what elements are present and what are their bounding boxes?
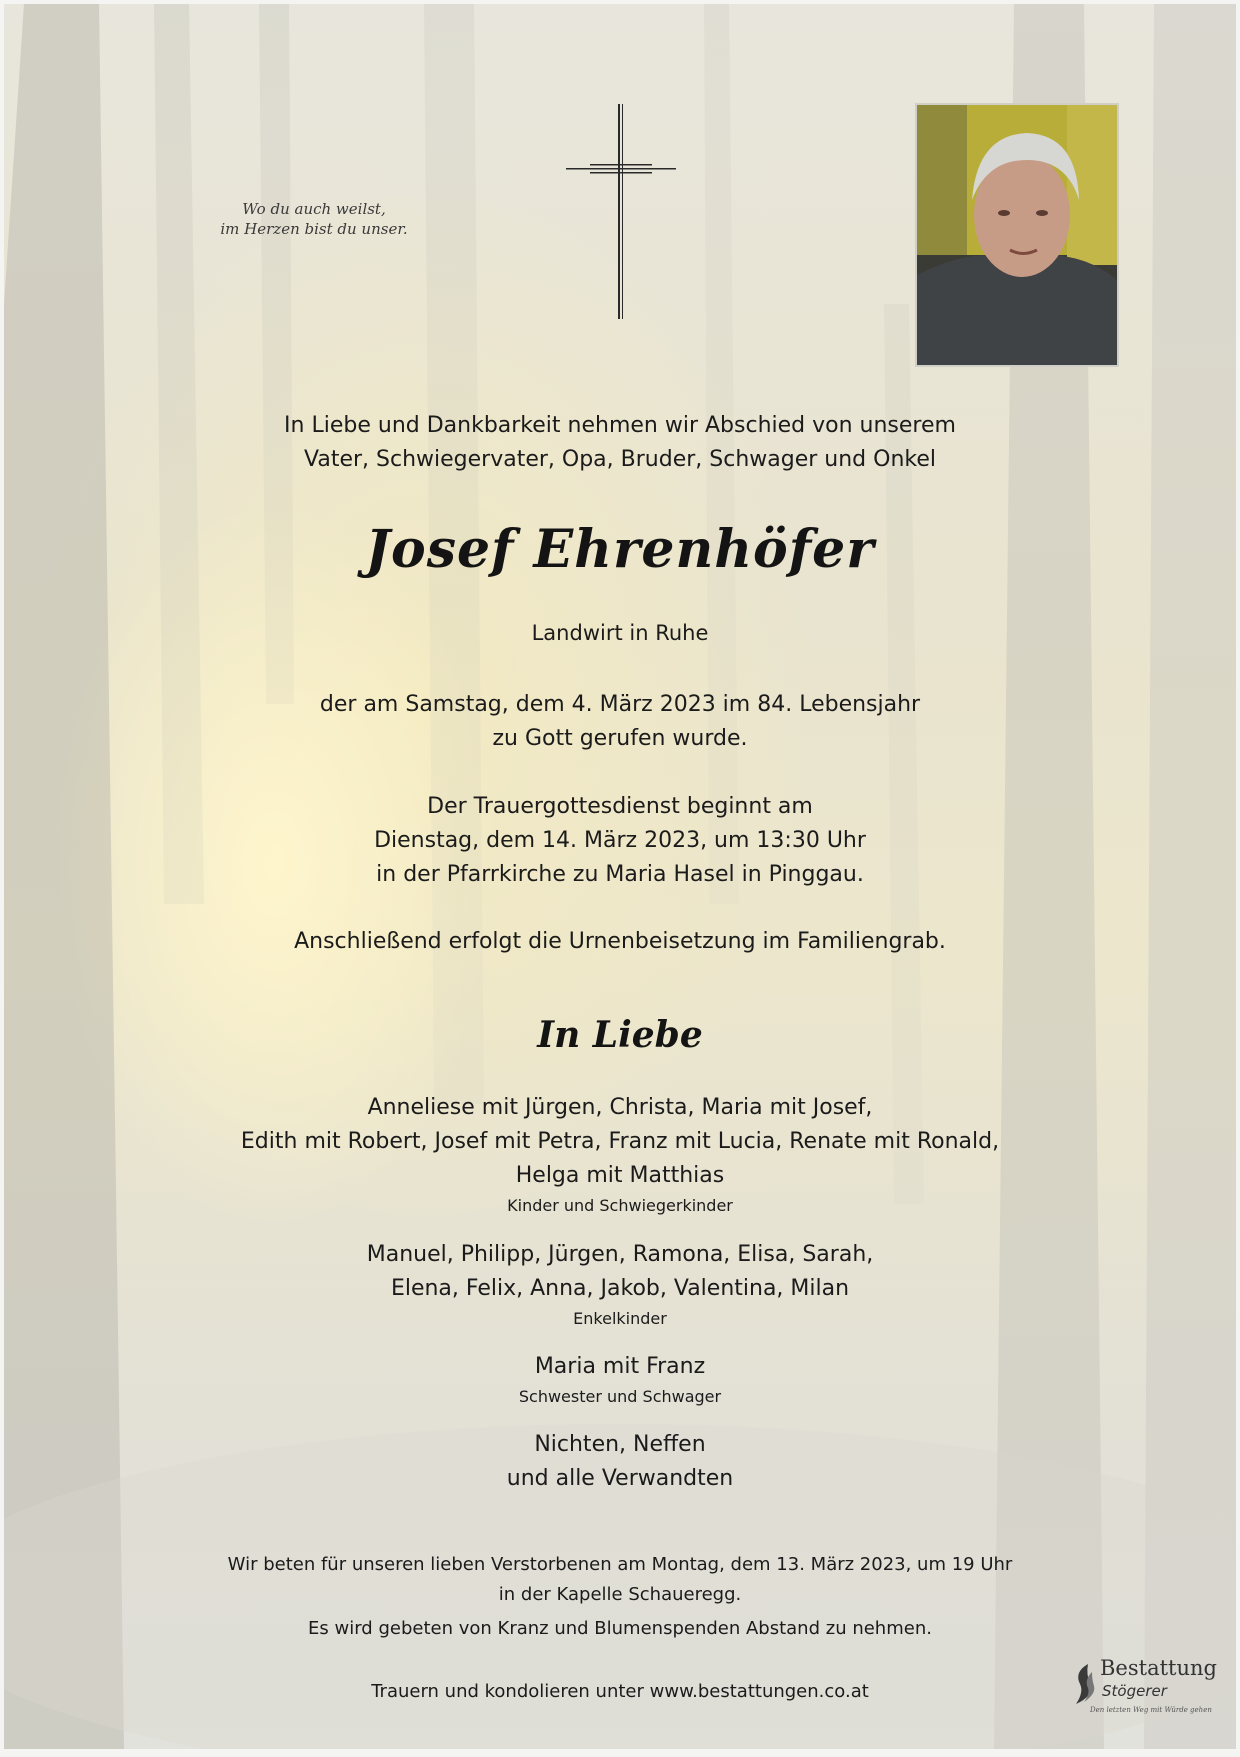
logo-title: Bestattung <box>1100 1656 1217 1680</box>
prayer-notice <box>4 1550 1236 1610</box>
cross-icon <box>566 104 676 319</box>
deceased-occupation: Landwirt in Ruhe <box>531 621 709 645</box>
others-line-2: und alle Verwandten <box>506 1466 734 1491</box>
condolence-link: Trauern und kondolieren unter www.bestattungen.co.at <box>371 1681 869 1702</box>
death-notice <box>4 688 1236 756</box>
funeral-home-logo <box>1072 1656 1220 1722</box>
children-line-1: Anneliese mit Jürgen, Christa, Maria mit Josef, <box>367 1095 873 1120</box>
quote-line-2: im Herzen bist du unser. <box>220 220 408 238</box>
sibling-role: Schwester und Schwager <box>518 1387 722 1406</box>
children-role: Kinder und Schwiegerkinder <box>507 1196 733 1215</box>
memorial-quote <box>194 199 434 239</box>
mourners-sibling <box>4 1350 1236 1408</box>
mourners-heading: In Liebe <box>537 1014 703 1056</box>
prayer-line-1: Wir beten für unseren lieben Verstorbenen am Montag, dem 13. März 2023, um 19 Uhr <box>227 1554 1013 1575</box>
deceased-name: Josef Ehrenhöfer <box>365 519 875 580</box>
intro-line-2: Vater, Schwiegervater, Opa, Bruder, Schwager und Onkel <box>304 447 936 472</box>
intro-text <box>4 409 1236 477</box>
quote-line-1: Wo du auch weilst, <box>242 200 386 218</box>
others-line-1: Nichten, Neffen <box>534 1432 706 1457</box>
death-line-1: der am Samstag, dem 4. März 2023 im 84. Lebensjahr <box>319 692 921 717</box>
grandchildren-role: Enkelkinder <box>573 1309 667 1328</box>
mourners-others <box>4 1428 1236 1496</box>
logo-tagline: Den letzten Weg mit Würde gehen <box>1090 1706 1212 1714</box>
children-line-2: Edith mit Robert, Josef mit Petra, Franz mit Lucia, Renate mit Ronald, <box>240 1129 1000 1154</box>
obituary-page <box>4 4 1236 1749</box>
flame-leaf-icon <box>1072 1662 1098 1706</box>
intro-line-1: In Liebe und Dankbarkeit nehmen wir Abschied von unserem <box>284 413 956 438</box>
sibling-line-1: Maria mit Franz <box>534 1354 706 1379</box>
flower-request: Es wird gebeten von Kranz und Blumenspenden Abstand zu nehmen. <box>308 1618 932 1639</box>
mourners-grandchildren <box>4 1238 1236 1330</box>
funeral-service <box>4 790 1236 892</box>
grandchildren-line-1: Manuel, Philipp, Jürgen, Ramona, Elisa, Sarah, <box>366 1242 874 1267</box>
burial-notice: Anschließend erfolgt die Urnenbeisetzung im Familiengrab. <box>294 929 946 954</box>
logo-subtitle: Stögerer <box>1102 1682 1167 1700</box>
deceased-portrait <box>915 103 1119 367</box>
grandchildren-line-2: Elena, Felix, Anna, Jakob, Valentina, Milan <box>390 1276 850 1301</box>
service-line-3: in der Pfarrkirche zu Maria Hasel in Pinggau. <box>376 862 864 887</box>
prayer-line-2: in der Kapelle Schaueregg. <box>498 1584 742 1605</box>
service-line-1: Der Trauergottesdienst beginnt am <box>427 794 813 819</box>
portrait-image <box>917 105 1117 365</box>
service-line-2: Dienstag, dem 14. März 2023, um 13:30 Uhr <box>374 828 866 853</box>
death-line-2: zu Gott gerufen wurde. <box>492 726 748 751</box>
children-line-3: Helga mit Matthias <box>515 1163 725 1188</box>
mourners-children <box>4 1091 1236 1217</box>
